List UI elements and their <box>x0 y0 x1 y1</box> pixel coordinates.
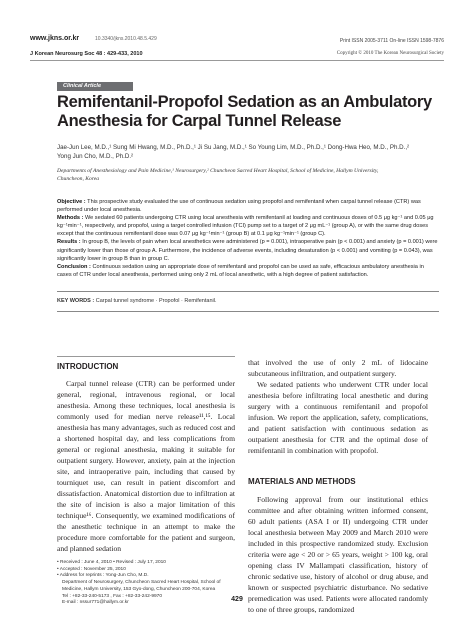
affiliation-line: Departments of Anesthesiology and Pain Medicine,¹ Neurosurgery,² Chuncheon Sacred Heart Hospital, School of Medicine, Hallym University, <box>57 168 379 174</box>
keywords <box>57 298 216 304</box>
reprint-address-label: • Address for reprints : Yong-Jun Cho, M.D. <box>57 573 149 579</box>
address-line: Department of Neurosurgery, Chuncheon Sacred Heart Hospital, School of <box>62 580 221 586</box>
journal-volume: 48 : 429-433, 2010 <box>96 51 143 57</box>
abstract-text: We sedated 60 patients undergoing CTR using local anesthesia with remifentanil at loading and continuous doses of 0.5 μg kg⁻¹ and 0.05 μg kg⁻¹min⁻¹, respectively, and propofol, using a target controlled infusion (TCI) pump set to a target of 2 μg mL⁻¹ (group A), or with the same drug doses except that the continuous remifentanil dose was 0.07 μg kg⁻¹min⁻¹ (group B) at 0.1 μg kg⁻¹min⁻¹ (group C). <box>57 215 434 238</box>
abstract-results <box>57 238 439 262</box>
abstract-methods <box>57 214 439 238</box>
received-date: • Received : June 4, 2010 • Revised : July 17, 2010 <box>57 560 166 565</box>
right-column-body <box>248 357 428 456</box>
copyright: Copyright © 2010 The Korean Neurosurgical Society <box>336 51 444 56</box>
abstract-conclusion <box>57 263 439 279</box>
abstract-label: Conclusion : <box>57 263 93 270</box>
paragraph: that involved the use of only 2 mL of lidocaine subcutaneous infiltration, and outpatient surgery. <box>248 358 428 378</box>
section-heading-introduction: INTRODUCTION <box>57 362 119 371</box>
introduction-body <box>57 378 235 554</box>
phone-fax: Tel : +82-33-240-5173 , Fax : +82-33-242-9970 <box>62 593 163 599</box>
page-number: 429 <box>231 596 243 603</box>
email[interactable]: E-mail : nssur771@hallym.or.kr <box>62 600 129 606</box>
article-title: Remifentanil-Propofol Sedation as an Ambulatory Anesthesia for Carpal Tunnel Release <box>57 93 432 130</box>
article-category-badge: Clinical Article <box>57 82 133 91</box>
keywords-label: KEY WORDS : <box>57 298 96 304</box>
issn: Print ISSN 2005-3711 On-line ISSN 1598-7876 <box>339 38 444 44</box>
paragraph: We sedated patients who underwent CTR under local anesthesia before infiltrating local anesthetic and during surgery with a continuous remifentanil and propofol infusion. We report the application, safety, complications, and patient satisfaction with continuous sedation as outpatient anesthesia for CTR and the optimal dose of remifentanil in combination with propofol. <box>248 380 428 455</box>
column-divider <box>57 356 235 357</box>
affiliations <box>57 167 427 183</box>
doi: 10.3340/jkns.2010.48.5.429 <box>95 36 157 42</box>
abstract-label: Methods : <box>57 215 85 222</box>
paragraph: Following approval from our institutional ethics committee and after obtaining written informed consent, 60 adult patients (ASA I or II) undergoing CTR under local anesthesia between May 2009 and March 2010 were included in this prospective randomized study. Exclusion criteria were age < 20 or > 65 years, weight > 100 kg, oral opening class IV Mallampati classification, history of chronic sedative use, history of alcohol or drug abuse, and known or suspected psychiatric disturbance. No sedative premedication was used. Patients were allocated randomly to one of three groups, randomized <box>248 495 428 614</box>
abstract-label: Objective : <box>57 199 88 205</box>
abstract-objective <box>57 198 439 214</box>
address-line: Medicine, Hallym University, 153 Gyo-dong, Chuncheon 200-704, Korea <box>62 586 216 592</box>
abstract-text: Continuous sedation using an appropriate dose of remifentanil and propofol can be used as safe, efficacious ambulatory anesthesia in cases of CTR under local anesthesia, performed using only 2 mL of local anesthetic, with a high degree of patient satisfaction. <box>57 263 424 278</box>
journal-url[interactable]: www.jkns.or.kr <box>30 35 80 42</box>
abstract-text: This prospective study evaluated the use of continuous sedation using propofol and remifentanil when carpal tunnel release (CTR) was performed under local anesthesia. <box>57 199 421 214</box>
author-list: Jae-Jun Lee, M.D.,¹ Sung Mi Hwang, M.D., Ph.D.,¹ Ji Su Jang, M.D.,¹ So Young Lim, M.D., Ph.D.,¹ Dong-Hwa Heo, M.D., Ph.D.,² Yong Jun Cho, M.D., Ph.D.² <box>57 144 410 160</box>
keywords-divider-bottom <box>57 311 439 312</box>
accepted-date: • Accepted : November 25, 2010 <box>57 566 126 572</box>
abstract <box>57 198 439 279</box>
section-heading-methods: MATERIALS AND METHODS <box>248 477 356 486</box>
abstract-label: Results : <box>57 239 83 246</box>
abstract-text: In group B, the levels of pain when local anesthetics were administered (p = 0.001), intraoperative pain (p < 0.001) and anxiety (p = 0.001) were significantly lower than those of group A. Furthermore, the incidence of adverse events, including desaturation (p < 0.001) and vomiting (p = 0.043), was significantly lower in group B than in group C. <box>57 239 438 262</box>
journal-abbr: J Korean Neurosurg Soc <box>30 51 95 57</box>
header-divider <box>30 60 444 61</box>
keywords-divider-top <box>57 291 439 292</box>
journal-citation <box>30 51 143 57</box>
paragraph: Carpal tunnel release (CTR) can be performed under general, regional, intravenous regional, or local anesthesia. Among these techniques, local anesthesia is commonly used for median nerve release¹¹,¹⁵. Local anesthesia has many advantages, such as reduced cost and a shortened hospital day, and less complications from general or regional anesthesia, making it suitable for outpatient surgery. However, anxiety, pain at the injection site, and intraoperative pain, including that caused by tourniquet use, can result in patient discomfort and dissatisfaction. Anatomical distortion due to infiltration at the site of incision is also a major limitation of this technique¹⁶. Consequently, we examined modifications of the anesthetic technique in an attempt to make the procedure more comfortable for the patient and surgeon, and planned sedation <box>57 379 235 553</box>
keywords-text: Carpal tunnel syndrome · Propofol · Remifentanil. <box>95 298 217 304</box>
affiliation-line: Chuncheon, Korea <box>57 176 100 182</box>
